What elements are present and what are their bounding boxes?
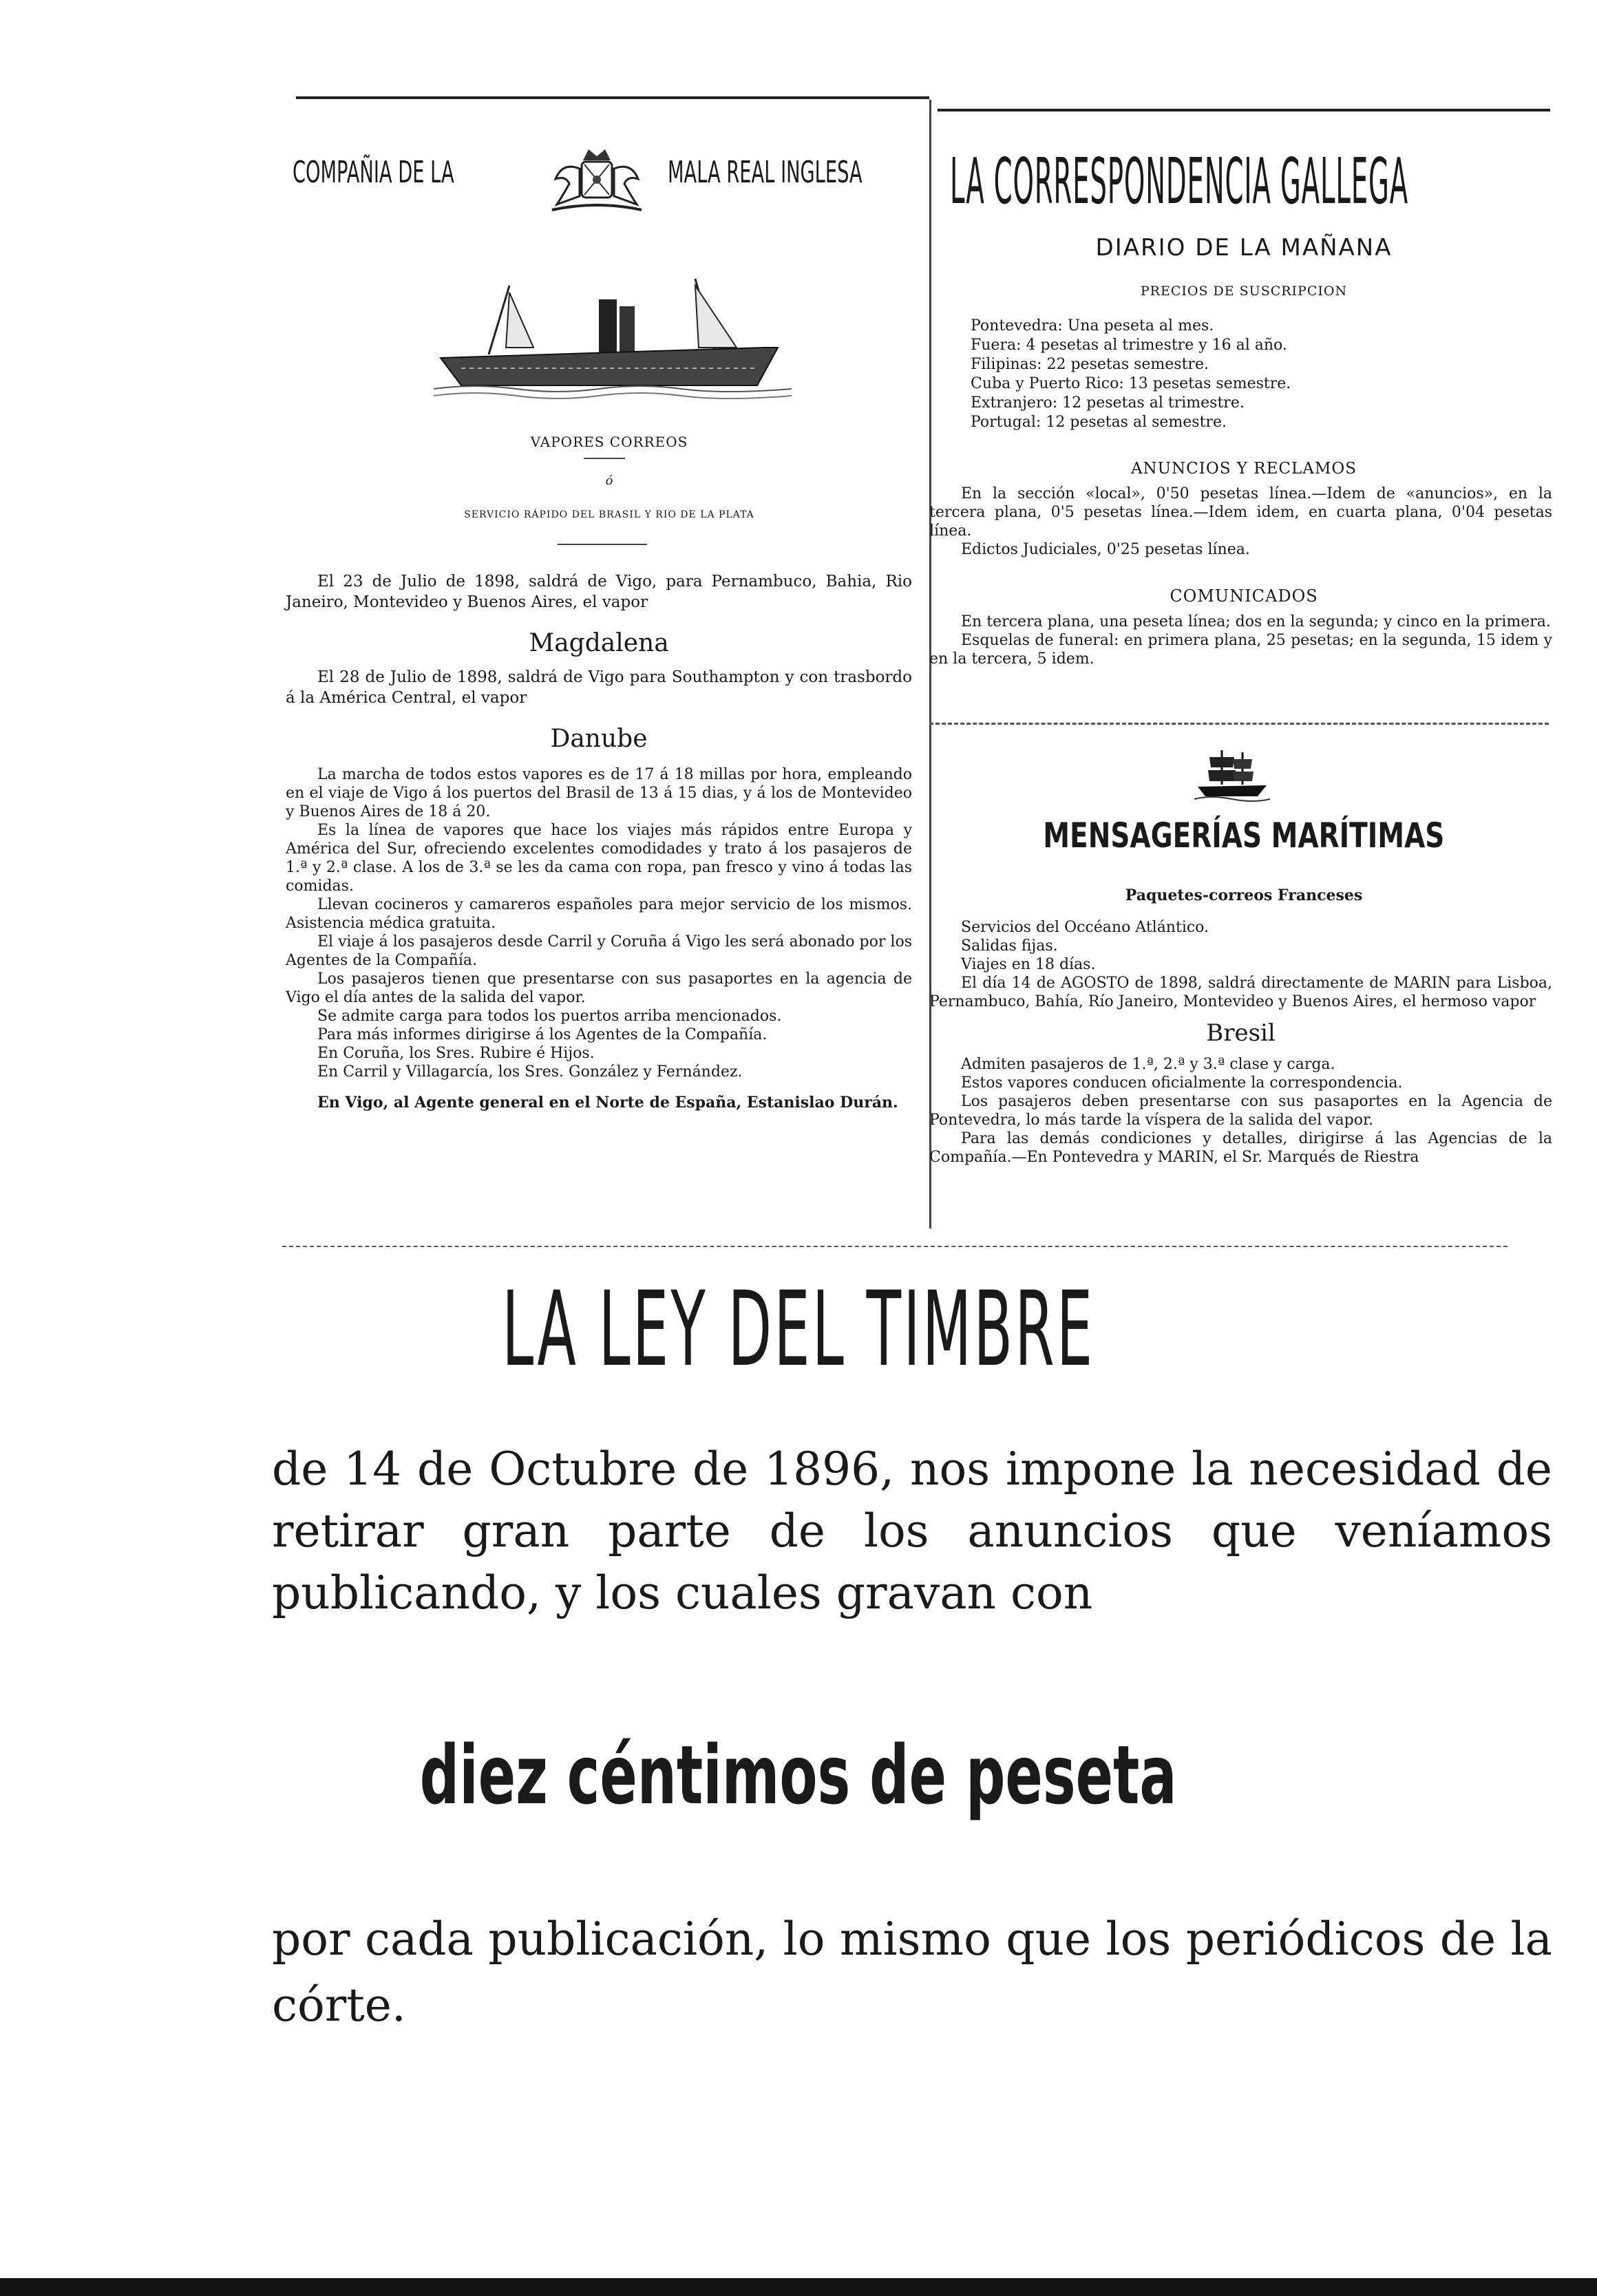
- price-list: [971, 317, 1535, 432]
- ads-heading: ANUNCIOS Y RECLAMOS: [1130, 460, 1357, 478]
- ornament-dash: [584, 458, 625, 459]
- communicados-text: En tercera plana, una peseta línea; dos en la segunda; y cinco en la primera.: [961, 613, 1551, 630]
- mm-paragraph: Admiten pasajeros de 1.ª, 2.ª y 3.ª clase y carga.: [961, 1056, 1335, 1073]
- emphasis-box: [0, 1728, 1597, 1831]
- mm-sailing: El día 14 de AGOSTO de 1898, saldrá directamente de MARIN para Lisboa, Pernambuco, Bahía, Río Janeiro, Montevideo y Buenos Aires, el hermoso vapor: [929, 975, 1552, 1010]
- emphasis-text: diez céntimos de peseta: [420, 1728, 1177, 1822]
- price-item: Extranjero: 12 pesetas al trimestre.: [971, 394, 1245, 412]
- service-rule: [558, 544, 647, 545]
- mm-paragraph: Estos vapores conducen oficialmente la correspondencia.: [961, 1074, 1403, 1092]
- general-agent: En Vigo, al Agente general en el Norte de España, Estanislao Durán.: [317, 1094, 898, 1112]
- mensagerias-title: MENSAGERÍAS MARÍTIMAS: [1043, 816, 1445, 855]
- price-item: Cuba y Puerto Rico: 13 pesetas semestre.: [971, 375, 1291, 392]
- subheading: VAPORES CORREOS: [530, 434, 688, 450]
- prices-heading: PRECIOS DE SUSCRIPCION: [1140, 284, 1348, 299]
- masthead-box: [950, 145, 1549, 220]
- law-text: de 14 de Octubre de 1896, nos impone la necesidad de retirar gran parte de los anuncios que veníamos publicando, y los cuales gravan con: [272, 1443, 1552, 1619]
- mm-line: Servicios del Occéano Atlántico.: [961, 919, 1209, 936]
- law-text-box: [272, 1438, 1552, 1624]
- page-divider: [282, 1246, 1508, 1247]
- info-line: En Carril y Villagarcía, los Sres. González y Fernández.: [317, 1063, 743, 1081]
- company-name-left: COMPAÑIA DE LA: [293, 155, 454, 190]
- info-line: En Coruña, los Sres. Rubire é Hijos.: [317, 1045, 595, 1062]
- paragraph: La marcha de todos estos vapores es de 17 á 18 millas por hora, empleando en el viaje de Vigo á los puertos del Brasil de 13 á 15 dias, y á los de Montevideo y Buenos Aires de 18 á 20.: [286, 766, 912, 820]
- price-item: Filipinas: 22 pesetas semestre.: [971, 356, 1209, 373]
- page-bottom-bar: [0, 2278, 1597, 2296]
- ornament-mark: ó: [605, 474, 613, 488]
- company-name-right: MALA REAL INGLESA: [668, 155, 863, 190]
- paragraph: Es la línea de vapores que hace los viajes más rápidos entre Europa y América del Sur, ofreciendo excelentes comodidades y trato á los pasajeros de 1.ª y 2.ª clase. A los de 3.ª se les da cama con ropa, pan fresco y vino á todas las comidas.: [286, 822, 912, 895]
- mensagerias-body: [929, 918, 1552, 1167]
- masthead: LA CORRESPONDENCIA GALLEGA: [950, 145, 1409, 218]
- mm-line: Viajes en 18 días.: [961, 956, 1096, 973]
- ads-edicts: Edictos Judiciales, 0'25 pesetas línea.: [961, 541, 1250, 558]
- price-item: Pontevedra: Una peseta al mes.: [971, 317, 1214, 334]
- info-line: Se admite carga para todos los puertos arriba mencionados.: [317, 1008, 782, 1025]
- sailing-notice-2: El 28 de Julio de 1898, saldrá de Vigo para Southampton y con trasbordo á la América Central, el vapor: [286, 668, 912, 707]
- ship-name-2: Danube: [550, 725, 648, 753]
- paragraph: Los pasajeros tienen que presentarse con sus pasaportes en la agencia de Vigo el día antes de la salida del vapor.: [286, 970, 912, 1006]
- sailing-notice-1: El 23 de Julio de 1898, saldrá de Vigo, para Pernambuco, Bahia, Rio Janeiro, Montevideo y Buenos Aires, el vapor: [286, 573, 912, 611]
- mm-line: Salidas fijas.: [961, 937, 1058, 955]
- headline: LA LEY DEL TIMBRE: [502, 1270, 1095, 1390]
- section-divider: [929, 723, 1549, 725]
- price-item: Fuera: 4 pesetas al trimestre y 16 al año.: [971, 337, 1287, 354]
- info-line: Para más informes dirigirse á los Agentes de la Compañía.: [317, 1026, 768, 1043]
- closing-text: por cada publicación, lo mismo que los periódicos de la córte.: [272, 1913, 1552, 2032]
- communicados-heading: COMUNICADOS: [1170, 586, 1318, 606]
- service-line: SERVICIO RÁPIDO DEL BRASIL Y RIO DE LA PLATA: [464, 509, 754, 520]
- price-item: Portugal: 12 pesetas al semestre.: [971, 414, 1227, 431]
- ads-body: [929, 485, 1552, 559]
- left-body: [286, 571, 912, 1112]
- company-header: [293, 141, 919, 217]
- headline-box: [0, 1270, 1597, 1390]
- royal-crest-icon: [542, 141, 652, 217]
- top-rule-left: [296, 96, 929, 99]
- paragraph: El viaje á los pasajeros desde Carril y Coruña á Vigo les será abonado por los Agentes de la Compañía.: [286, 933, 912, 969]
- steamship-icon: [434, 265, 792, 403]
- mensagerias-title-box: [938, 816, 1550, 855]
- mm-paragraph: Para las demás condiciones y detalles, dirigirse á las Agencias de la Compañía.—En Pontevedra y MARIN, el Sr. Marqués de Riestra: [929, 1130, 1552, 1166]
- mm-paragraph: Los pasajeros deben presentarse con sus pasaportes en la Agencia de Pontevedra, lo más tarde la víspera de la salida del vapor.: [929, 1093, 1552, 1129]
- tagline: DIARIO DE LA MAÑANA: [1095, 234, 1393, 262]
- closing-text-box: [272, 1906, 1552, 2039]
- ship-name-1: Magdalena: [529, 629, 669, 657]
- sailing-ship-icon: [1194, 747, 1270, 802]
- communicados-text: Esquelas de funeral: en primera plana, 25 pesetas; en la segunda, 15 idem y en la tercera, 5 idem.: [929, 632, 1552, 668]
- communicados-body: [929, 613, 1552, 668]
- paragraph: Llevan cocineros y camareros españoles para mejor servicio de los mismos. Asistencia médica gratuita.: [286, 896, 912, 932]
- mm-ship-name: Bresil: [1206, 1019, 1276, 1047]
- mensagerias-subtitle: Paquetes-correos Franceses: [1125, 886, 1363, 904]
- top-rule-right: [938, 109, 1550, 111]
- ads-text: En la sección «local», 0'50 pesetas línea.—Idem de «anuncios», en la tercera plana, 0'5 pesetas línea.—Idem idem, en cuarta plana, 0'04 pesetas línea.: [929, 485, 1552, 540]
